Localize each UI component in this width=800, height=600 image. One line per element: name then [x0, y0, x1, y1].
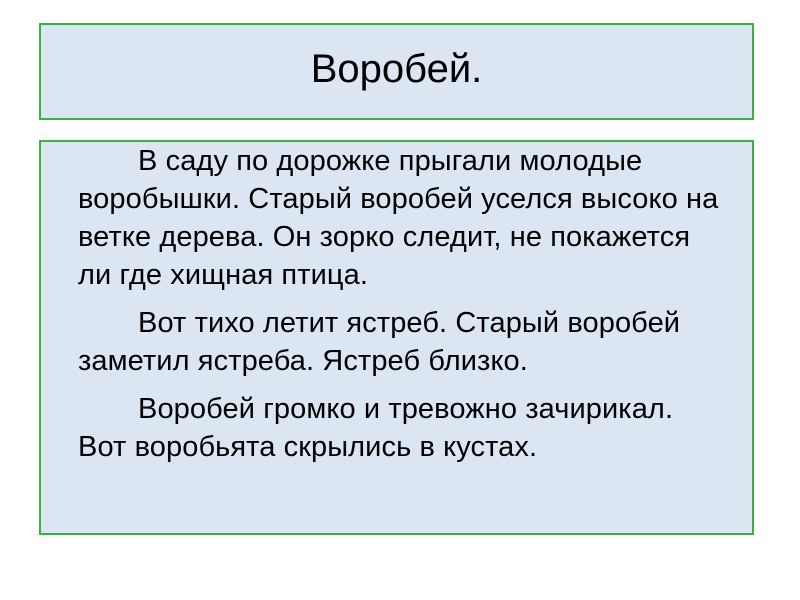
paragraph-1 — [78, 142, 723, 294]
story-text — [78, 142, 723, 476]
slide-title: Воробей. — [310, 46, 483, 91]
paragraph-2-text: Вот тихо летит ястреб. Старый воробей заметил ястреба. Ястреб близко. — [78, 307, 681, 377]
paragraph-3-text: Воробей громко и тревожно зачирикал. Вот воробьята скрылись в кустах. — [78, 393, 674, 463]
paragraph-2 — [78, 304, 723, 380]
title-box — [39, 23, 754, 120]
paragraph-1-text: В саду по дорожке прыгали молодые воробышки. Старый воробей уселся высоко на ветке дерева. Он зорко следит, не покажется ли где хищная птица. — [78, 145, 719, 291]
paragraph-3 — [78, 390, 723, 466]
